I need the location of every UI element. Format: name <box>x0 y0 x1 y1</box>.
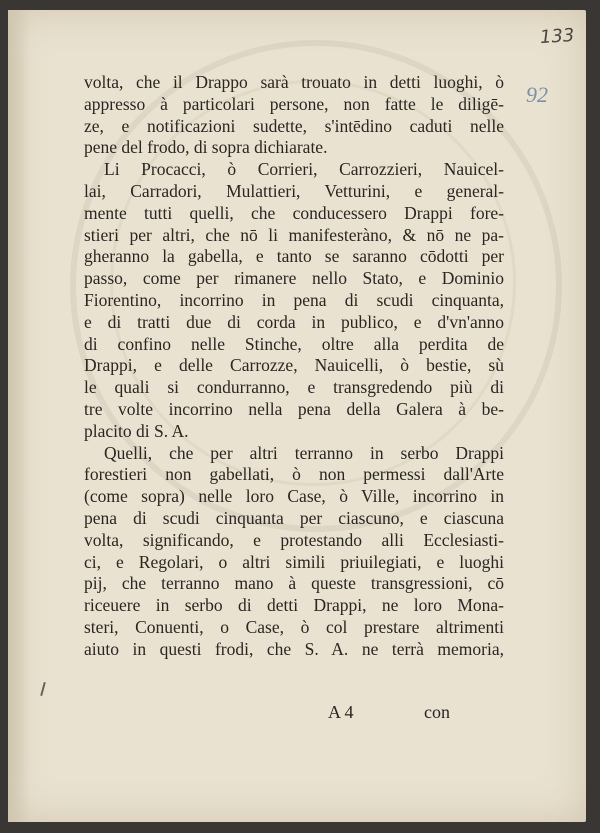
text-line: lai, Carradori, Mulattieri, Vetturini, e general- <box>84 180 504 201</box>
text-line: di confino nelle Stinche, oltre alla perdita de <box>84 333 504 354</box>
text-line: placito di S. A. <box>84 420 189 441</box>
page-gutter <box>8 10 30 822</box>
body-text <box>84 72 504 661</box>
text-line: e di tratti due di corda in publico, e d'vn'anno <box>84 311 504 332</box>
text-line: passo, come per rimanere nello Stato, e Dominio <box>84 268 504 289</box>
text-line: Fiorentino, incorrino in pena di scudi cinquanta, <box>84 289 504 310</box>
text-line: mente tutti quelli, che conducessero Drappi fore- <box>84 202 504 223</box>
text-line: ci, e Regolari, o altri simili priuilegiati, e luoghi <box>84 551 504 572</box>
catchword: con <box>424 702 450 722</box>
text-line: Quelli, che per altri terranno in serbo Drappi <box>104 442 504 463</box>
signature-mark: A 4 <box>328 702 354 722</box>
text-line: forestieri non gabellati, ò non permessi dall'Arte <box>84 464 504 485</box>
text-line: pij, che terranno mano à queste transgressioni, cō <box>84 573 504 594</box>
text-line: (come sopra) nelle loro Case, ò Ville, incorrino in <box>84 486 504 507</box>
margin-note: 92 <box>526 82 548 107</box>
text-line: Li Procacci, ò Corrieri, Carrozzieri, Nauicel- <box>104 159 504 180</box>
text-line: tre volte incorrino nella pena della Galera à be- <box>84 398 504 419</box>
page-footer <box>0 702 600 726</box>
text-line: pene del frodo, di sopra dichiarate. <box>84 137 328 158</box>
folio-number: 133 <box>539 24 576 49</box>
text-line: stieri per altri, che nō li manifesteràno, & nō ne pa- <box>84 224 504 245</box>
text-line: ze, e notificazioni sudette, s'intēdino caduti nelle <box>84 115 504 136</box>
text-line: steri, Conuenti, o Case, ò col prestare altrimenti <box>84 616 504 637</box>
text-line: volta, significando, e protestando alli Ecclesiasti- <box>84 529 504 550</box>
text-line: pena di scudi cinquanta per ciascuno, e ciascuna <box>84 507 504 528</box>
text-line: le quali si condurranno, e transgredendo più di <box>84 377 504 398</box>
text-line: riceuere in serbo di detti Drappi, ne loro Mona- <box>84 595 504 616</box>
text-line: volta, che il Drappo sarà trouato in detti luoghi, ò <box>84 72 504 92</box>
text-line: aiuto in questi frodi, che S. A. ne terrà memoria, <box>84 638 504 659</box>
text-line: Drappi, e delle Carrozze, Nauicelli, ò bestie, sù <box>84 355 504 376</box>
text-line: appresso à particolari persone, non fatte le diligē- <box>84 93 504 114</box>
text-line: gheranno la gabella, e tanto se saranno cōdotti per <box>84 246 504 267</box>
